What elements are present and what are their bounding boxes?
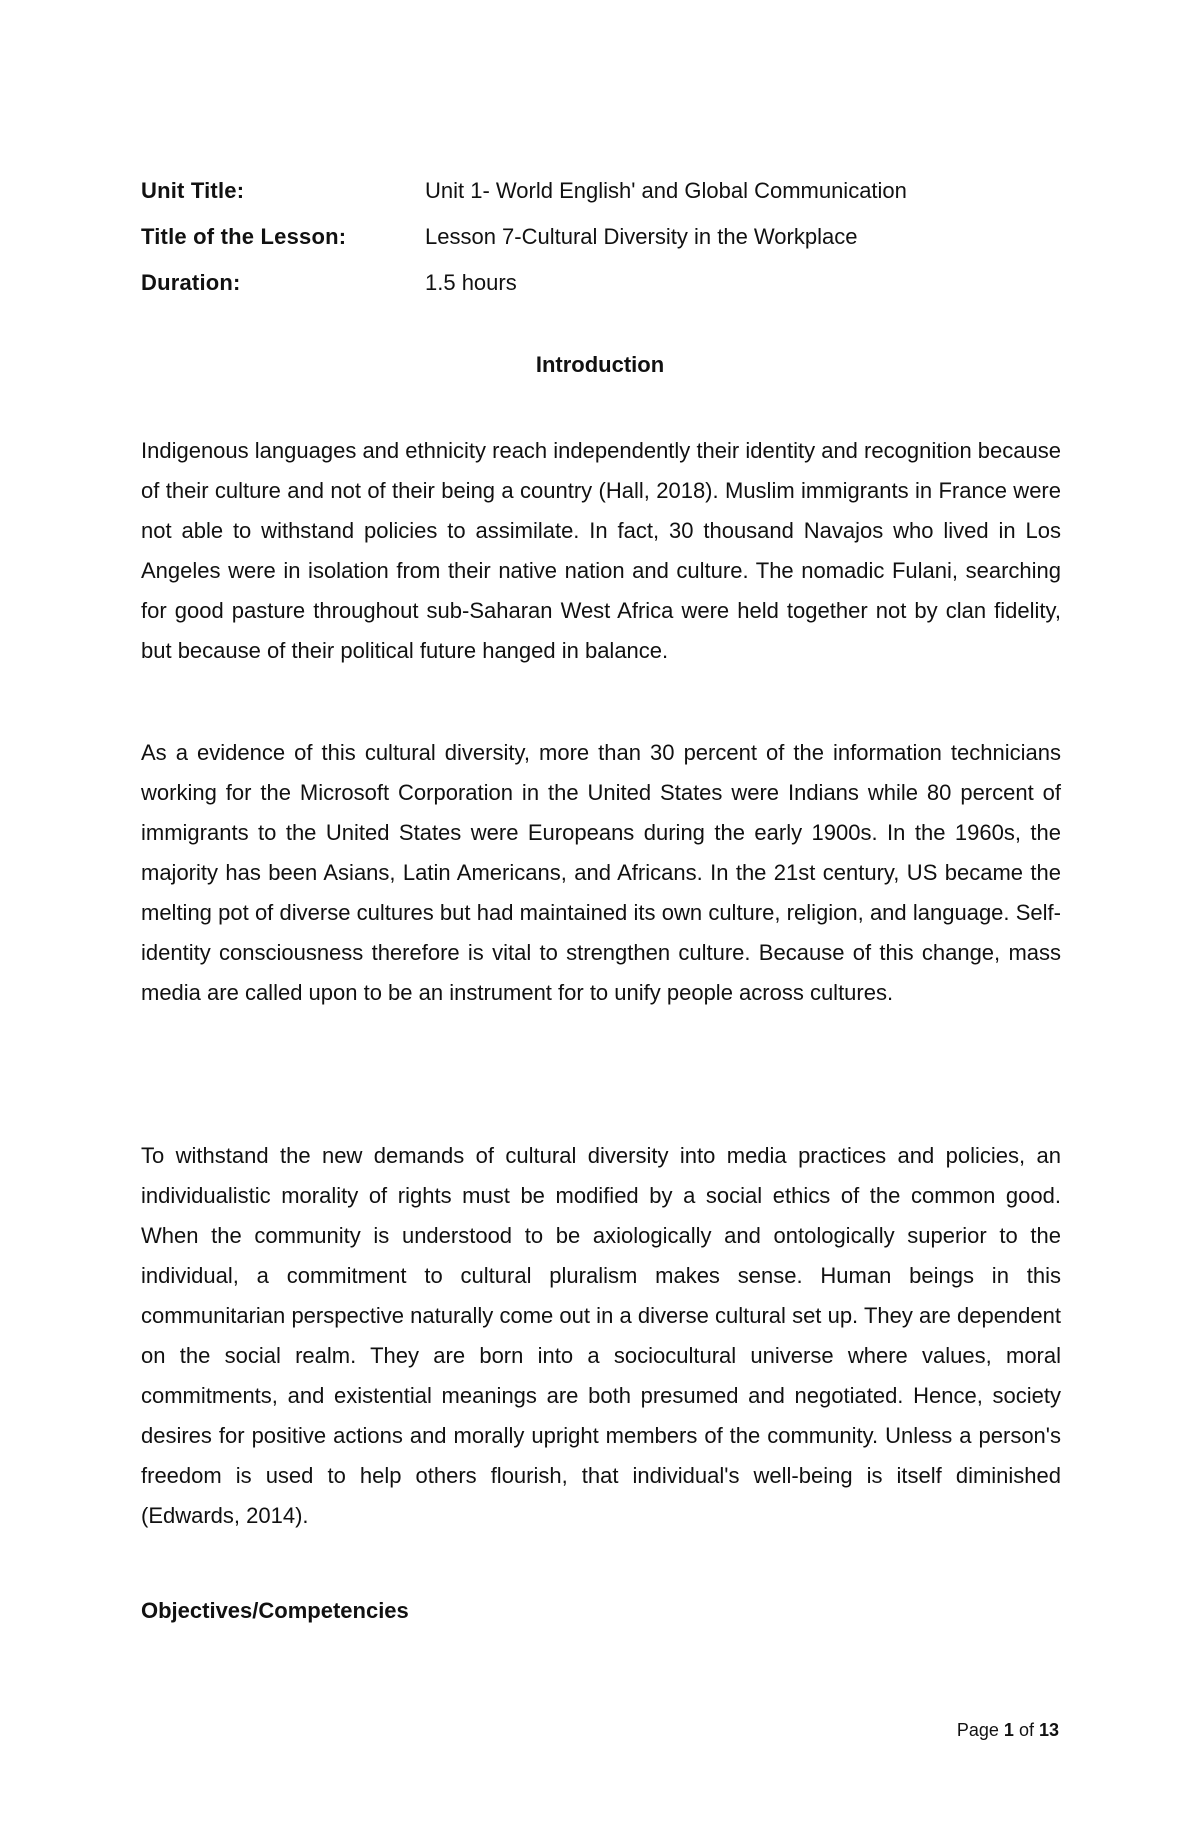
duration-label: Duration: [141,270,241,295]
unit-title-value: Unit 1- World English' and Global Communication [425,178,907,203]
page-word: Page [956,1720,999,1740]
page-number-footer [957,1720,1059,1741]
intro-paragraph-1: Indigenous languages and ethnicity reach independently their identity and recognition because of their culture and not of their being a country (Hall, 2018). Muslim immigrants in France were not able to withstand policies to assimilate. In fact, 30 thousand Navajos who lived in Los Angeles were in isolation from their native nation and culture. The nomadic Fulani, searching for good pasture throughout sub-Saharan West Africa were held together not by clan fidelity, but because of their political future hanged in balance. [141,438,1061,663]
current-page-number: 1 [1003,1720,1014,1740]
lesson-title-value: Lesson 7-Cultural Diversity in the Workplace [425,224,858,249]
introduction-heading: Introduction [535,352,665,377]
objectives-heading: Objectives/Competencies [141,1598,409,1623]
duration-row [141,260,1061,306]
intro-paragraph-3: To withstand the new demands of cultural diversity into media practices and policies, an individualistic morality of rights must be modified by a social ethics of the common good. When the community is understood to be axiologically and ontologically superior to the individual, a commitment to cultural pluralism makes sense. Human beings in this communitarian perspective naturally come out in a diverse cultural set up. They are dependent on the social realm. They are born into a sociocultural universe where values, moral commitments, and existential meanings are both presumed and negotiated. Hence, society desires for positive actions and morally upright members of the community. Unless a person's freedom is used to help others flourish, that individual's well-being is itself diminished (Edwards, 2014). [141,1143,1061,1528]
lesson-title-row [141,214,1061,260]
total-pages-number: 13 [1038,1720,1059,1740]
unit-title-label: Unit Title: [141,178,245,203]
lesson-metadata [141,168,1061,306]
duration-value: 1.5 hours [425,270,517,295]
of-word: of [1018,1720,1034,1740]
intro-paragraph-2: As a evidence of this cultural diversity, more than 30 percent of the information technicians working for the Microsoft Corporation in the United States were Indians while 80 percent of immigrants to the United States were Europeans during the early 1900s. In the 1960s, the majority has been Asians, Latin Americans, and Africans. In the 21st century, US became the melting pot of diverse cultures but had maintained its own culture, religion, and language. Self-identity consciousness therefore is vital to strengthen culture. Because of this change, mass media are called upon to be an instrument for to unify people across cultures. [141,740,1061,1005]
lesson-title-label: Title of the Lesson: [141,224,347,249]
unit-title-row [141,168,1061,214]
